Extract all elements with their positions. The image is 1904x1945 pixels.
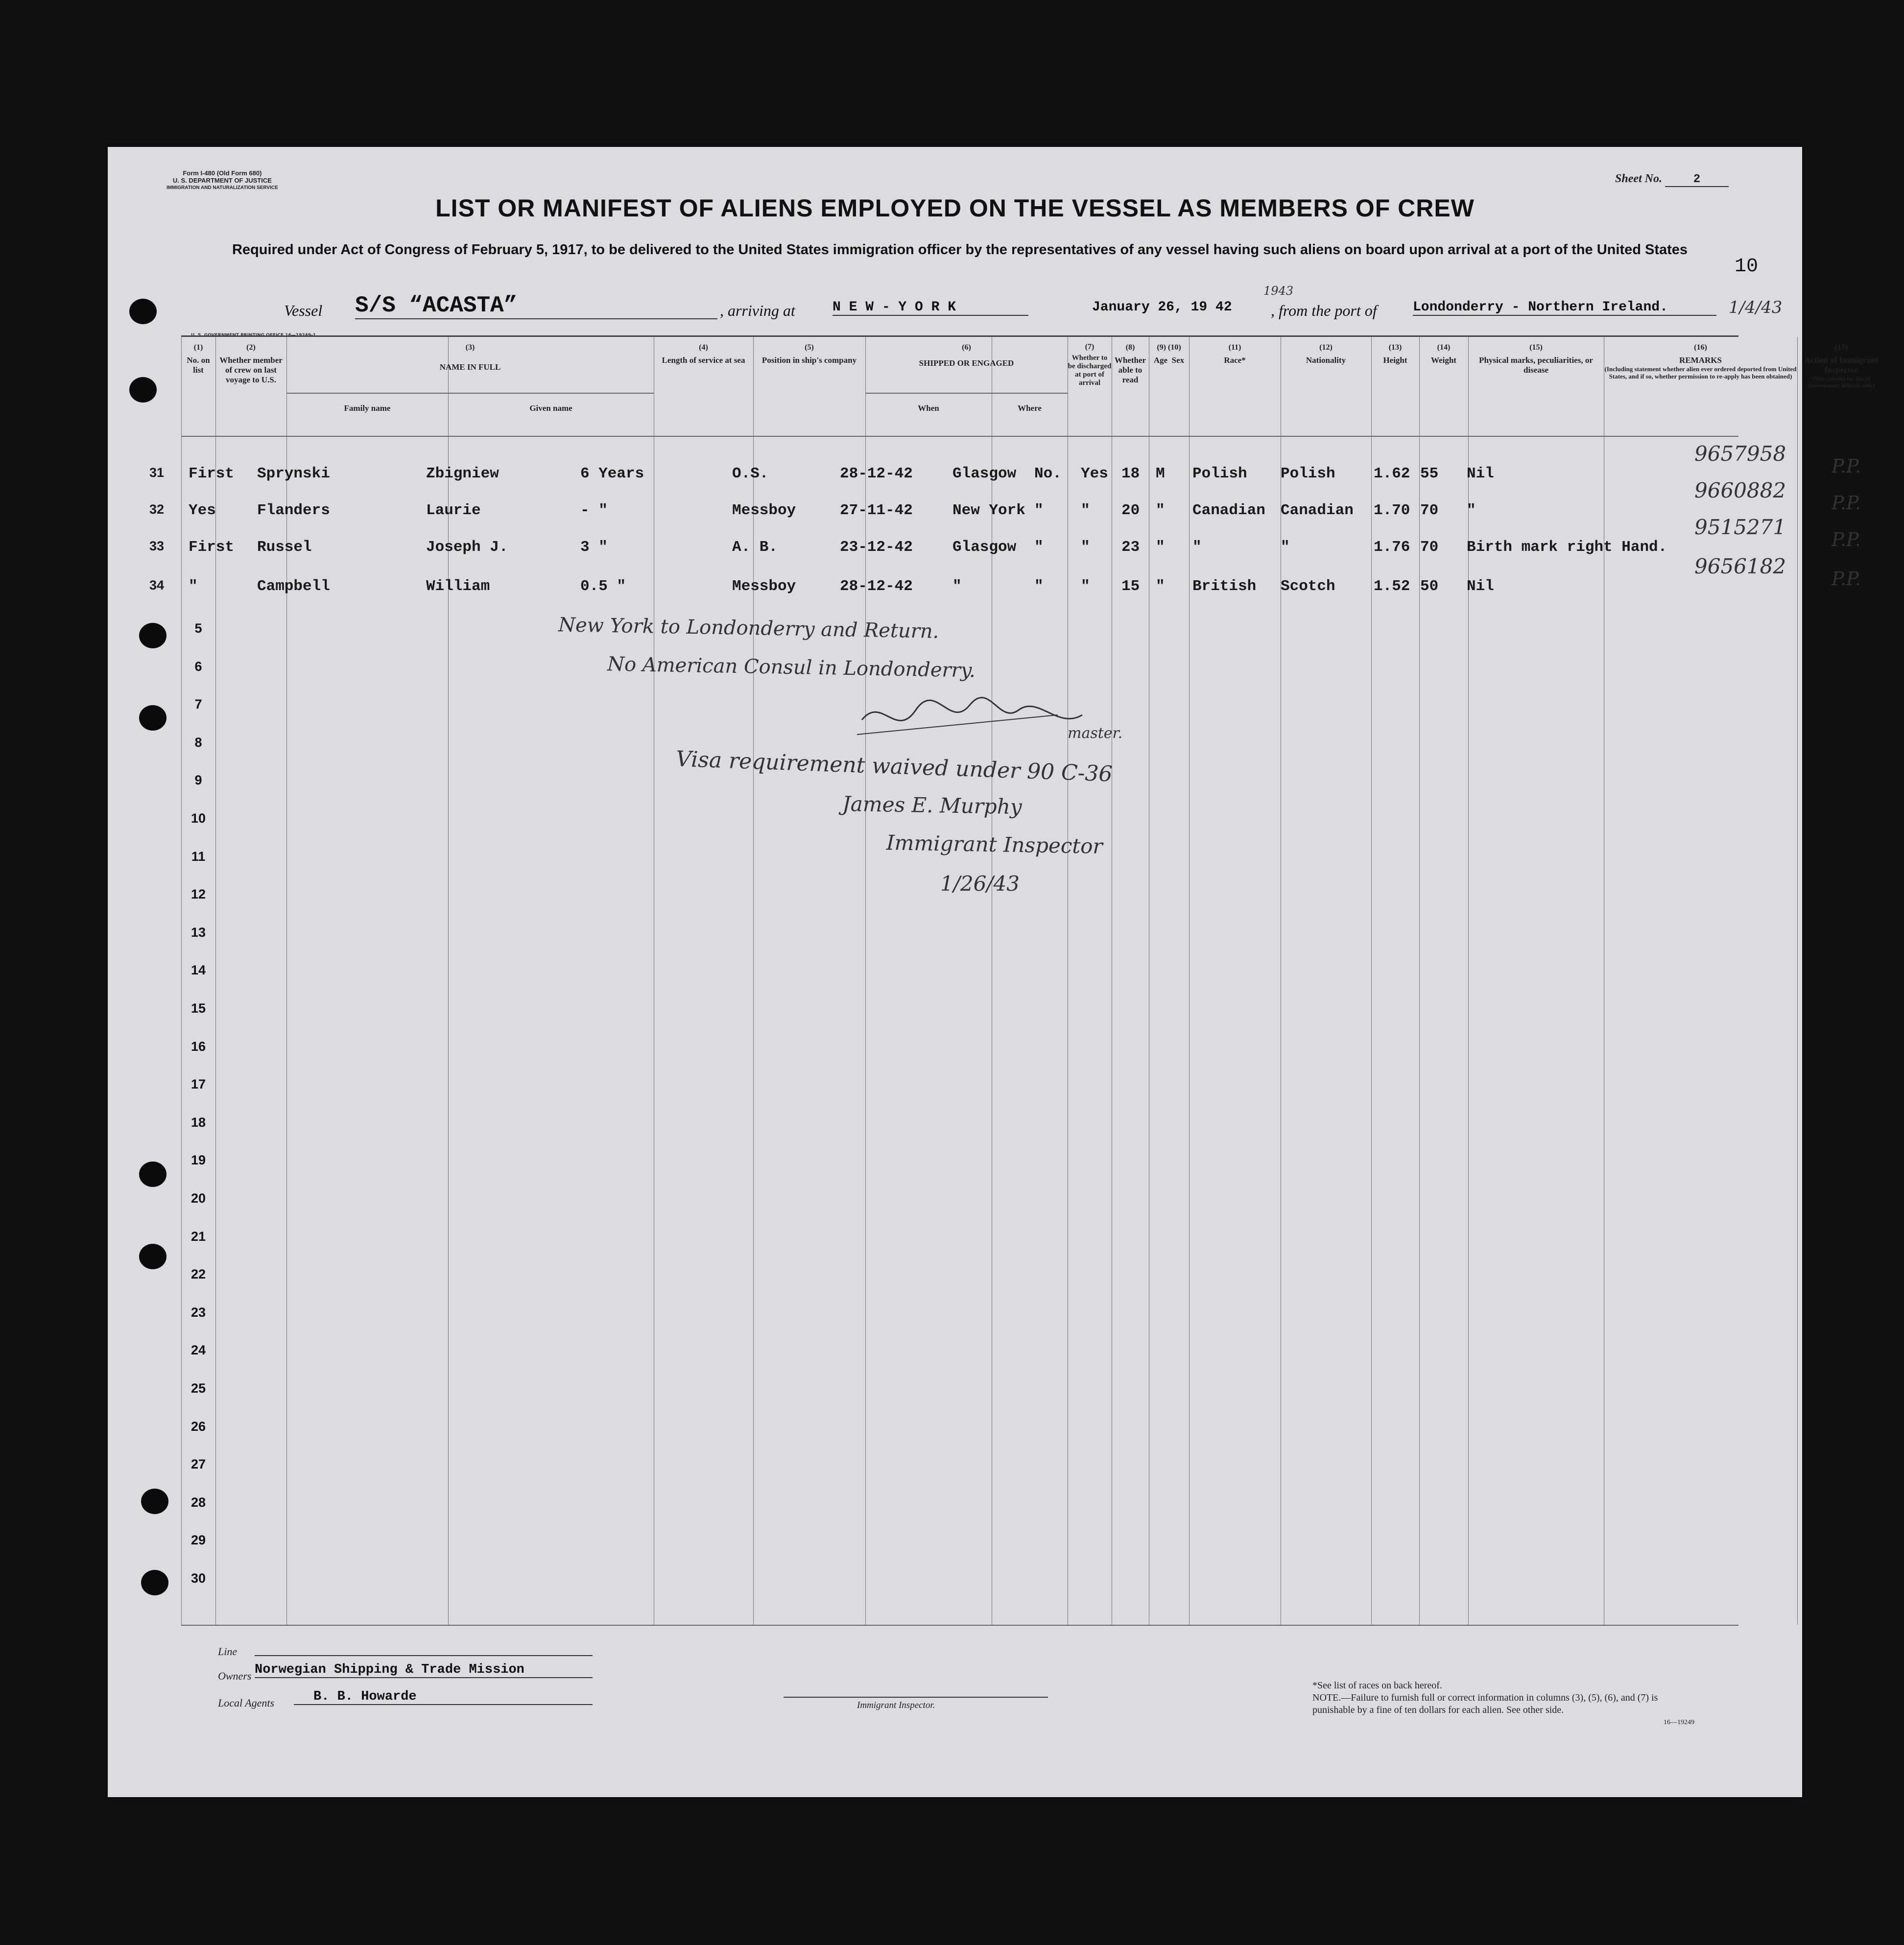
weight-cell: 55 [1420,465,1439,482]
age-cell: 20 [1121,502,1140,519]
family-name-sublabel: Family name [344,403,391,413]
col-header-remarks [1604,343,1797,380]
age-cell: 23 [1121,539,1140,556]
row-number: 32 [149,502,165,517]
binder-hole [129,377,157,403]
row-number: 16 [190,1039,206,1054]
race-cell: " [1192,539,1202,556]
col-label: Whether to be discharged at port of arrival [1068,354,1112,387]
service: IMMIGRATION AND NATURALIZATION SERVICE [167,185,278,190]
service-cell: 0.5 " [580,578,626,595]
col-num: (6) [962,343,971,352]
given-name-cell: Laurie [426,502,481,519]
binder-hole [129,299,157,324]
given-name-cell: Joseph J. [426,539,508,556]
col-label: No. on list [187,356,210,375]
row-number: 29 [190,1533,206,1548]
race-cell: Polish [1192,465,1247,482]
footer-notes [1312,1680,1694,1729]
col-label-age: Age [1153,356,1168,365]
sex-cell: " [1156,502,1165,519]
read-cell: " [1081,502,1090,519]
name-subrule [286,393,654,394]
col-label: Whether able to read [1114,356,1146,384]
physical-marks-cell: Birth mark right Hand. [1467,539,1667,556]
row-number: 31 [149,465,165,480]
col-num: (3) [465,343,475,352]
remarks-visa-number: 9657958 [1694,442,1786,466]
last-voyage-cell: Yes [189,502,216,519]
weight-cell: 70 [1420,502,1439,519]
shipped-when-cell: 28-12-42 [840,465,913,482]
row-number: 28 [190,1494,206,1510]
col-divider [286,337,287,1625]
col-header-age-sex [1149,343,1189,365]
row-number: 14 [190,963,206,978]
col-header-last-voyage [215,343,286,385]
nationality-cell: " [1281,539,1290,556]
row-number: 20 [190,1191,206,1206]
race-cell: Canadian [1192,502,1265,519]
physical-marks-cell: " [1467,502,1476,519]
col-label: Length of service at sea [662,356,745,365]
row-number: 12 [190,887,206,902]
row-number: 25 [190,1381,206,1396]
col-label: NAME IN FULL [439,362,501,372]
row-number: 19 [190,1153,206,1168]
form-id: Form I-480 (Old Form 680) [183,169,262,177]
master-title: master. [1068,725,1123,742]
shipped-where-cell: Glasgow [952,539,1017,556]
local-agents-label: Local Agents [218,1697,275,1709]
shipped-where-cell: " [952,578,962,595]
col-header-physical-marks [1468,343,1604,375]
col-num: (14) [1437,343,1451,352]
handwritten-consul: No American Consul in Londonderry. [607,653,976,682]
row-number: 27 [190,1457,206,1472]
family-name-cell: Campbell [257,578,330,595]
col-divider [448,337,449,1625]
shipped-subrule [865,393,1068,394]
manifest-sheet [108,147,1879,1797]
col-header-height [1371,343,1419,365]
discharged-cell: No. [1034,465,1062,482]
nationality-cell: Scotch [1281,578,1335,595]
row-number: 15 [190,1001,206,1016]
arriving-label: , arriving at [720,302,795,319]
action-note: (This column for use of Government officials only) [1808,375,1875,389]
shipped-where-cell: New York [952,502,1025,519]
row-number: 18 [190,1115,206,1130]
penalty-note: NOTE.—Failure to furnish full or correct information in columns (3), (5), (6), and (7) is punishable by a fine of ten dollars for each alien. See other side. [1312,1692,1658,1715]
page-title: LIST OR MANIFEST OF ALIENS EMPLOYED ON THE VESSEL AS MEMBERS OF CREW [435,194,1475,222]
col-divider [215,337,216,1625]
row-number: 34 [149,578,165,593]
binder-hole [139,1244,167,1269]
inspector-action-initials: P.P. [1832,568,1861,590]
col-header-position [753,343,865,365]
position-cell: A. B. [732,539,778,556]
given-name-cell: Zbigniew [426,465,499,482]
service-cell: 3 " [580,539,608,556]
when-sublabel: When [918,403,939,413]
owners-label: Owners [218,1670,252,1682]
binder-hole [139,705,167,731]
col-label-sex: Sex [1171,356,1185,365]
col-label: Whether member of crew on last voyage to U.S. [219,356,283,384]
last-voyage-cell: " [189,578,198,595]
read-cell: " [1081,578,1090,595]
local-agents-value: B. B. Howarde [294,1689,593,1705]
col-num: (7) [1085,343,1095,351]
header-rule [181,436,1738,437]
sex-cell: M [1156,465,1165,482]
races-note: *See list of races on back hereof. [1312,1680,1442,1691]
col-label: Race* [1224,356,1246,365]
family-name-cell: Russel [257,539,312,556]
service-cell: - " [580,502,608,519]
departure-date: 1/4/43 [1729,298,1783,317]
row-number: 33 [149,539,165,553]
row-number: 10 [190,811,206,826]
col-label: REMARKS [1679,356,1722,365]
binder-hole [139,1162,167,1187]
col-num: (2) [246,343,256,352]
col-label: Position in ship's company [762,356,857,365]
col-divider [1797,337,1798,1625]
col-num-sex: (10) [1168,343,1181,352]
col-divider [865,337,866,1625]
col-num: (17) [1834,343,1848,352]
department: U. S. DEPARTMENT OF JUSTICE [172,177,272,184]
col-num: (16) [1694,343,1707,352]
col-num: (1) [193,343,203,352]
inspector-signature: James E. Murphy [842,791,1023,819]
physical-marks-cell: Nil [1467,578,1494,595]
inspector-action-initials: P.P. [1832,455,1861,477]
sheet-number [1615,172,1729,187]
nationality-cell: Polish [1281,465,1335,482]
row-number: 7 [194,697,202,712]
handwritten-visa: Visa requirement waived under 90 C-36 [675,746,1113,787]
col-header-shipped [865,343,1068,413]
binder-hole [141,1489,168,1514]
remarks-note: (Including statement whether alien ever ordered deported from United States, and if so, whether permission to re-apply has been obtained) [1604,365,1797,380]
row-number: 21 [190,1229,206,1244]
col-label: Weight [1431,356,1456,365]
discharged-cell: " [1034,502,1044,519]
inspector-action-initials: P.P. [1832,492,1861,514]
col-num: (15) [1529,343,1543,352]
col-num: (11) [1228,343,1241,352]
shipped-when-cell: 28-12-42 [840,578,913,595]
read-cell: " [1081,539,1090,556]
line-value [255,1640,593,1656]
inspector-signature-line [784,1697,1048,1698]
col-header-action [1797,343,1885,389]
where-sublabel: Where [1018,403,1042,413]
form-code: 16—19249 [1664,1719,1694,1726]
physical-marks-cell: Nil [1467,465,1494,482]
col-num [1149,343,1189,353]
col-num: (13) [1388,343,1402,352]
family-name-cell: Sprynski [257,465,330,482]
sex-cell: " [1156,578,1165,595]
col-header-race [1189,343,1281,365]
age-cell: 15 [1121,578,1140,595]
remarks-visa-number: 9656182 [1694,554,1786,578]
nationality-cell: Canadian [1281,502,1354,519]
binder-hole [139,623,167,648]
col-divider [1371,337,1372,1625]
height-cell: 1.52 [1374,578,1410,595]
shipped-when-cell: 23-12-42 [840,539,913,556]
col-header-nationality [1281,343,1371,365]
remarks-visa-number: 9515271 [1694,515,1786,539]
col-header-weight [1419,343,1468,365]
line-label: Line [218,1645,238,1658]
sheet-number-value: 2 [1665,173,1729,187]
port-of-departure: Londonderry - Northern Ireland. [1413,300,1716,316]
inspector-action-initials: P.P. [1832,529,1861,550]
col-header-read [1112,343,1149,385]
row-number: 13 [190,925,206,940]
from-port-label: , from the port of [1271,302,1377,319]
col-label: Physical marks, peculiarities, or disease [1479,356,1593,375]
age-cell: 18 [1121,465,1140,482]
race-cell: British [1192,578,1257,595]
inspector-label: Immigrant Inspector. [857,1700,935,1710]
col-header-no [181,343,215,375]
col-divider [1189,337,1190,1625]
inspector-title: Immigrant Inspector [886,830,1103,858]
family-name-cell: Flanders [257,502,330,519]
shipped-when-cell: 27-11-42 [840,502,913,519]
port-of-arrival: N E W - Y O R K [833,300,1028,316]
col-header-discharged [1068,343,1112,387]
row-number: 8 [194,735,202,750]
col-label: Action of Immigrant Inspector [1804,356,1879,375]
given-name-cell: William [426,578,490,595]
col-divider [753,337,754,1625]
col-label: SHIPPED OR ENGAGED [919,358,1014,368]
last-voyage-cell: First [189,465,235,482]
shipped-where-cell: Glasgow [952,465,1017,482]
row-number: 6 [194,659,202,674]
given-name-sublabel: Given name [529,403,572,413]
col-label: Height [1383,356,1407,365]
col-header-name [286,343,654,413]
col-divider [1419,337,1420,1625]
handwritten-route: New York to Londonderry and Return. [558,614,939,643]
arrival-date: January 26, 19 42 [1092,300,1232,315]
col-num: (5) [805,343,814,352]
arrival-year-correction: 1943 [1263,284,1294,298]
margin-number: 10 [1734,256,1758,278]
last-voyage-cell: First [189,539,235,556]
sheet-number-label: Sheet No. [1615,172,1662,185]
height-cell: 1.70 [1374,502,1410,519]
inspection-date: 1/26/43 [940,872,1020,896]
discharged-cell: " [1034,539,1044,556]
row-number: 9 [194,773,202,788]
row-number: 23 [190,1305,206,1320]
position-cell: Messboy [732,502,796,519]
position-cell: Messboy [732,578,796,595]
form-header [167,169,278,191]
row-number: 30 [190,1571,206,1586]
row-number: 11 [191,849,206,864]
discharged-cell: " [1034,578,1044,595]
sex-cell: " [1156,539,1165,556]
row-number: 5 [194,621,202,636]
binder-hole [141,1570,168,1595]
height-cell: 1.62 [1374,465,1410,482]
col-num: (12) [1319,343,1333,352]
row-number: 26 [190,1419,206,1434]
service-cell: 6 Years [580,465,644,482]
col-label: Nationality [1306,356,1346,365]
owners-value: Norwegian Shipping & Trade Mission [255,1662,593,1678]
col-header-service [654,343,753,365]
weight-cell: 70 [1420,539,1439,556]
page-subtitle: Required under Act of Congress of February 5, 1917, to be delivered to the United States immigration officer by the representatives of any vessel having such aliens on board upon arrival at a port of the United States [232,242,1688,258]
remarks-visa-number: 9660882 [1694,478,1786,502]
read-cell: Yes [1081,465,1108,482]
vessel-line [108,284,1802,322]
vessel-name: S/S “ACASTA” [355,293,717,319]
col-num-age: (9) [1157,343,1166,352]
col-divider [1468,337,1469,1625]
position-cell: O.S. [732,465,769,482]
col-num: (4) [699,343,708,352]
row-number: 22 [190,1267,206,1282]
printing-office: U. S. GOVERNMENT PRINTING OFFICE 16—19249-1 [191,333,316,338]
row-number: 17 [190,1077,206,1092]
vessel-label: Vessel [284,302,323,319]
col-num: (8) [1125,343,1135,352]
row-number: 24 [190,1343,206,1358]
weight-cell: 50 [1420,578,1439,595]
height-cell: 1.76 [1374,539,1410,556]
